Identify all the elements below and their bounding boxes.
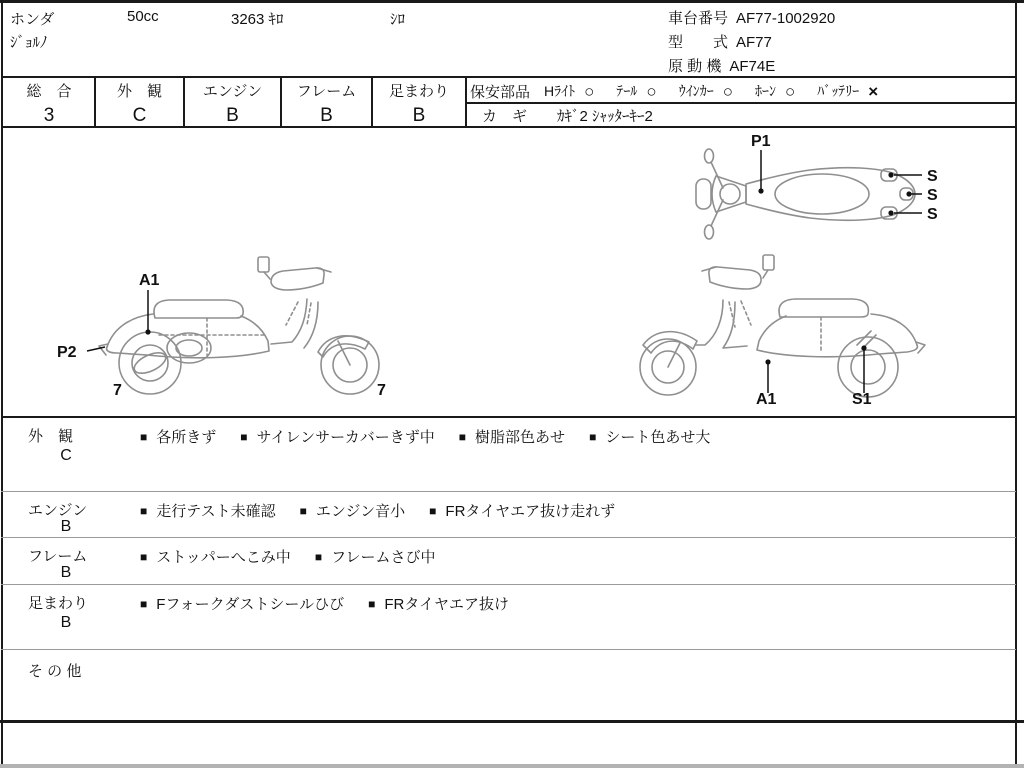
safety-parts-row xyxy=(470,80,878,102)
scooter-left-side-drawing xyxy=(55,245,425,405)
rating-undercarriage-grade: B xyxy=(412,105,426,126)
comment-text: 走行テスト未確認 xyxy=(156,503,276,520)
label-rear-wheel-7: 7 xyxy=(113,382,122,399)
label-s-top: S xyxy=(927,168,938,185)
label-s1: S1 xyxy=(852,391,872,408)
bullet-icon: ■ xyxy=(429,503,437,518)
comment-text: ストッパーへこみ中 xyxy=(156,549,291,566)
comment-item xyxy=(459,426,565,447)
safety-horn xyxy=(755,81,795,101)
rating-undercarriage-label: 足まわり xyxy=(388,83,449,100)
safety-taillight-mark: ○ xyxy=(646,81,657,101)
safety-taillight-label: ﾃｰﾙ xyxy=(616,83,638,99)
body-color: ｼﾛ xyxy=(390,11,406,28)
label-p2: P2 xyxy=(57,344,77,361)
comment-item xyxy=(429,500,615,521)
comment-text: フレームさび中 xyxy=(331,549,436,566)
section-exterior-grade: C xyxy=(60,447,72,464)
rating-frame-grade: B xyxy=(320,105,333,126)
bullet-icon: ■ xyxy=(314,549,323,564)
bullet-icon: ■ xyxy=(140,503,148,518)
section-frame-grade: B xyxy=(60,564,72,581)
bullet-icon: ■ xyxy=(458,429,467,444)
safety-headlight-mark: ○ xyxy=(584,81,595,101)
rating-exterior-label: 外 観 xyxy=(116,83,162,100)
engine-label: 原 動 機 xyxy=(668,58,722,75)
section-undercarriage-comments xyxy=(140,593,509,614)
label-s-mid: S xyxy=(927,187,938,204)
comment-item xyxy=(368,593,509,614)
rating-engine xyxy=(185,79,280,128)
section-undercarriage-grade: B xyxy=(60,614,72,631)
border-top xyxy=(0,0,1024,3)
label-a1-right: A1 xyxy=(756,391,777,408)
safety-headlight-label: Hﾗｲﾄ xyxy=(544,83,576,99)
rating-undercarriage xyxy=(373,79,465,128)
rule-sec1 xyxy=(1,491,1016,492)
chassis-row xyxy=(668,7,835,28)
label-s-bottom: S xyxy=(927,206,938,223)
safety-headlight xyxy=(544,81,594,101)
safety-horn-label: ﾎｰﾝ xyxy=(754,83,776,99)
scan-edge-strip xyxy=(0,764,1024,768)
safety-parts-title: 保安部品 xyxy=(470,83,531,101)
safety-winker-label: ｳｲﾝｶｰ xyxy=(678,83,714,99)
maker-name: ホンダ xyxy=(10,11,55,28)
rating-engine-grade: B xyxy=(226,105,239,126)
comment-item xyxy=(315,546,436,567)
rating-exterior xyxy=(96,79,183,128)
border-left xyxy=(1,0,3,765)
section-undercarriage xyxy=(3,587,1014,648)
bullet-icon: ■ xyxy=(368,596,376,611)
section-undercarriage-label: 足まわり xyxy=(28,595,89,612)
section-engine-label: エンジン xyxy=(28,502,88,519)
rule-above-comments xyxy=(1,416,1016,418)
model-code-row xyxy=(668,31,772,52)
comment-text: サイレンサーカバーきず中 xyxy=(256,429,435,446)
comment-item xyxy=(140,500,276,521)
bullet-icon: ■ xyxy=(140,549,148,564)
rule-sec4 xyxy=(1,649,1016,650)
section-frame-label: フレーム xyxy=(28,548,88,565)
bullet-icon: ■ xyxy=(299,503,307,518)
comment-item xyxy=(140,546,291,567)
section-engine-comments xyxy=(140,500,615,521)
label-front-wheel-7: 7 xyxy=(377,382,386,399)
keys-value: ｶｷﾞ2 ｼｬｯﾀｰｷｰ2 xyxy=(557,107,653,125)
rule-under-header xyxy=(1,76,1016,78)
model-code-label: 型 式 xyxy=(668,34,729,51)
rating-exterior-grade: C xyxy=(132,105,147,126)
rule-bottom-heavy xyxy=(0,720,1024,723)
comment-item xyxy=(140,426,216,447)
rating-engine-label: エンジン xyxy=(202,83,263,100)
border-right xyxy=(1015,0,1017,765)
comment-text: 各所きず xyxy=(156,429,217,446)
safety-battery xyxy=(817,81,878,101)
label-p1: P1 xyxy=(751,133,771,150)
rating-overall-label: 総 合 xyxy=(26,83,72,100)
comment-item xyxy=(140,593,344,614)
comment-item xyxy=(240,426,435,447)
safety-battery-label: ﾊﾞｯﾃﾘｰ xyxy=(817,83,860,99)
model-code: AF77 xyxy=(736,34,772,51)
keys-label: カ ギ xyxy=(482,107,528,125)
chassis-number: AF77-1002920 xyxy=(736,10,836,27)
comment-text: FRタイヤエア抜け走れず xyxy=(445,503,616,520)
comment-item xyxy=(589,426,710,447)
bullet-icon: ■ xyxy=(140,429,148,444)
comment-text: 樹脂部色あせ xyxy=(475,429,566,446)
safety-winker-mark: ○ xyxy=(722,81,733,101)
chassis-label: 車台番号 xyxy=(668,10,729,27)
rating-overall xyxy=(4,79,94,128)
safety-winker xyxy=(679,81,733,101)
safety-taillight xyxy=(616,81,656,101)
section-exterior-label: 外 観 xyxy=(28,428,74,445)
section-frame xyxy=(3,540,1014,583)
section-exterior xyxy=(3,420,1014,490)
model-name: ｼﾞｮﾙﾉ xyxy=(10,34,48,51)
scooter-right-side-drawing xyxy=(635,245,985,408)
bullet-icon: ■ xyxy=(140,596,148,611)
scooter-top-view-drawing xyxy=(660,130,980,245)
rule-sec3 xyxy=(1,584,1016,585)
label-a1-left: A1 xyxy=(139,272,160,289)
keys-row xyxy=(482,104,653,126)
section-exterior-comments xyxy=(140,426,710,447)
section-engine-grade: B xyxy=(60,518,72,535)
bullet-icon: ■ xyxy=(240,429,248,444)
rule-sec2 xyxy=(1,537,1016,538)
comment-text: シート色あせ大 xyxy=(605,429,711,446)
ratings-div-5 xyxy=(465,76,467,128)
mileage: 3263 ｷﾛ xyxy=(231,11,284,28)
comment-text: Fフォークダストシールひび xyxy=(156,596,345,613)
displacement: 50cc xyxy=(127,8,159,25)
engine-code: AF74E xyxy=(729,58,776,75)
safety-horn-mark: ○ xyxy=(784,81,796,101)
section-other-label: そ の 他 xyxy=(28,663,82,680)
section-engine xyxy=(3,494,1014,536)
engine-code-row xyxy=(668,55,775,76)
safety-battery-mark: × xyxy=(868,81,879,101)
comment-text: FRタイヤエア抜け xyxy=(384,596,510,613)
rating-frame xyxy=(282,79,371,128)
comment-text: エンジン音小 xyxy=(315,503,406,520)
section-other xyxy=(3,652,1014,718)
bullet-icon: ■ xyxy=(589,429,597,444)
section-frame-comments xyxy=(140,546,435,567)
rating-overall-grade: 3 xyxy=(43,105,55,126)
rating-frame-label: フレーム xyxy=(296,83,357,100)
comment-item xyxy=(300,500,406,521)
